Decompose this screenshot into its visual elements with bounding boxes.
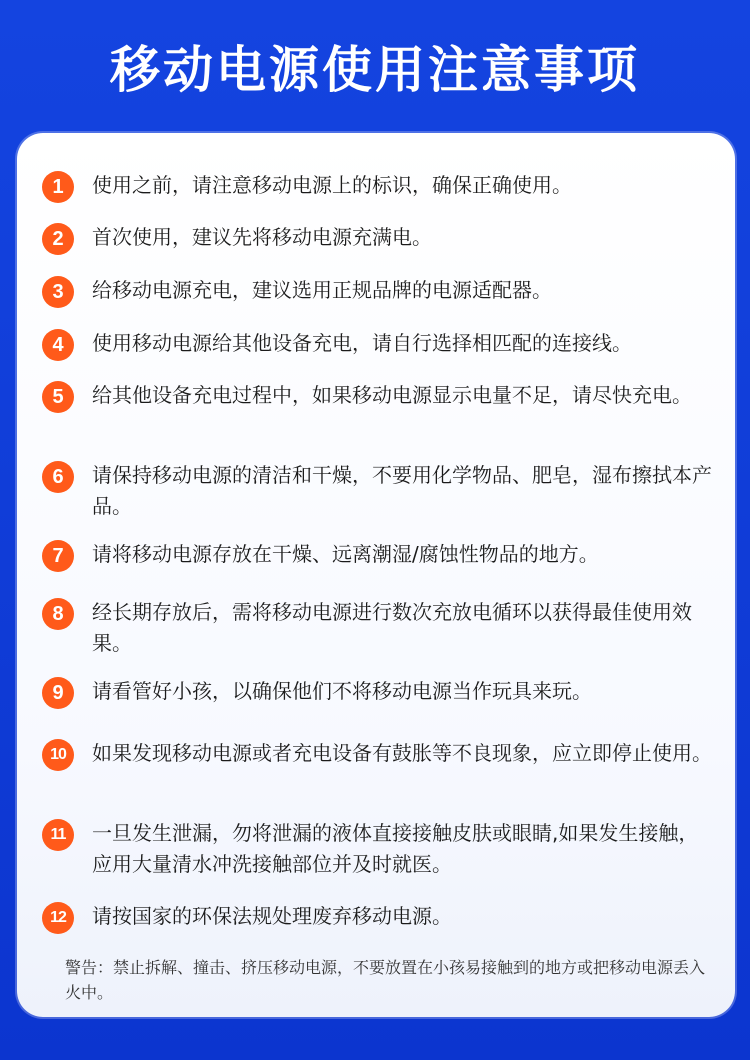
list-item	[42, 676, 732, 709]
item-number-badge: 7	[42, 540, 74, 572]
list-item	[42, 328, 732, 361]
list-item	[42, 818, 732, 880]
item-number-badge: 3	[42, 276, 74, 308]
list-item	[42, 901, 732, 934]
notice-card	[17, 133, 735, 1017]
list-item	[42, 597, 732, 659]
item-text: 给移动电源充电，建议选用正规品牌的电源适配器。	[92, 278, 552, 302]
item-number-badge: 2	[42, 223, 74, 255]
item-text: 使用移动电源给其他设备充电，请自行选择相匹配的连接线。	[92, 331, 632, 355]
list-item	[42, 460, 732, 522]
item-number-badge: 11	[42, 819, 74, 851]
item-text: 使用之前，请注意移动电源上的标识，确保正确使用。	[92, 173, 572, 197]
item-text: 经长期存放后，需将移动电源进行数次充放电循环以获得最佳使用效果。	[92, 600, 692, 655]
item-text: 一旦发生泄漏，勿将泄漏的液体直接接触皮肤或眼睛,如果发生接触，应用大量清水冲洗接触部位并及时就医。	[92, 821, 699, 876]
item-text: 首次使用，建议先将移动电源充满电。	[92, 225, 432, 249]
item-number-badge: 10	[42, 739, 74, 771]
list-item	[42, 275, 732, 308]
item-text: 请看管好小孩，以确保他们不将移动电源当作玩具来玩。	[92, 679, 592, 703]
item-number-badge: 1	[42, 171, 74, 203]
item-number-badge: 9	[42, 677, 74, 709]
warning-note: 警告：禁止拆解、撞击、挤压移动电源，不要放置在小孩易接触到的地方或把移动电源丢入火中。	[65, 958, 706, 1002]
item-text: 请按国家的环保法规处理废弃移动电源。	[92, 904, 452, 928]
item-number-badge: 12	[42, 902, 74, 934]
item-number-badge: 8	[42, 598, 74, 630]
list-item	[42, 170, 732, 203]
item-text: 请将移动电源存放在干燥、远离潮湿/腐蚀性物品的地方。	[92, 542, 599, 566]
item-text: 给其他设备充电过程中，如果移动电源显示电量不足，请尽快充电。	[92, 383, 692, 407]
list-item	[42, 539, 732, 572]
list-item	[42, 380, 732, 413]
page-title: 移动电源使用注意事项	[110, 41, 640, 99]
item-number-badge: 4	[42, 329, 74, 361]
item-text: 如果发现移动电源或者充电设备有鼓胀等不良现象，应立即停止使用。	[92, 741, 712, 765]
list-item	[42, 738, 732, 771]
item-number-badge: 5	[42, 381, 74, 413]
item-text: 请保持移动电源的清洁和干燥，不要用化学物品、肥皂，湿布擦拭本产品。	[92, 463, 712, 518]
list-item	[42, 222, 732, 255]
item-number-badge: 6	[42, 461, 74, 493]
